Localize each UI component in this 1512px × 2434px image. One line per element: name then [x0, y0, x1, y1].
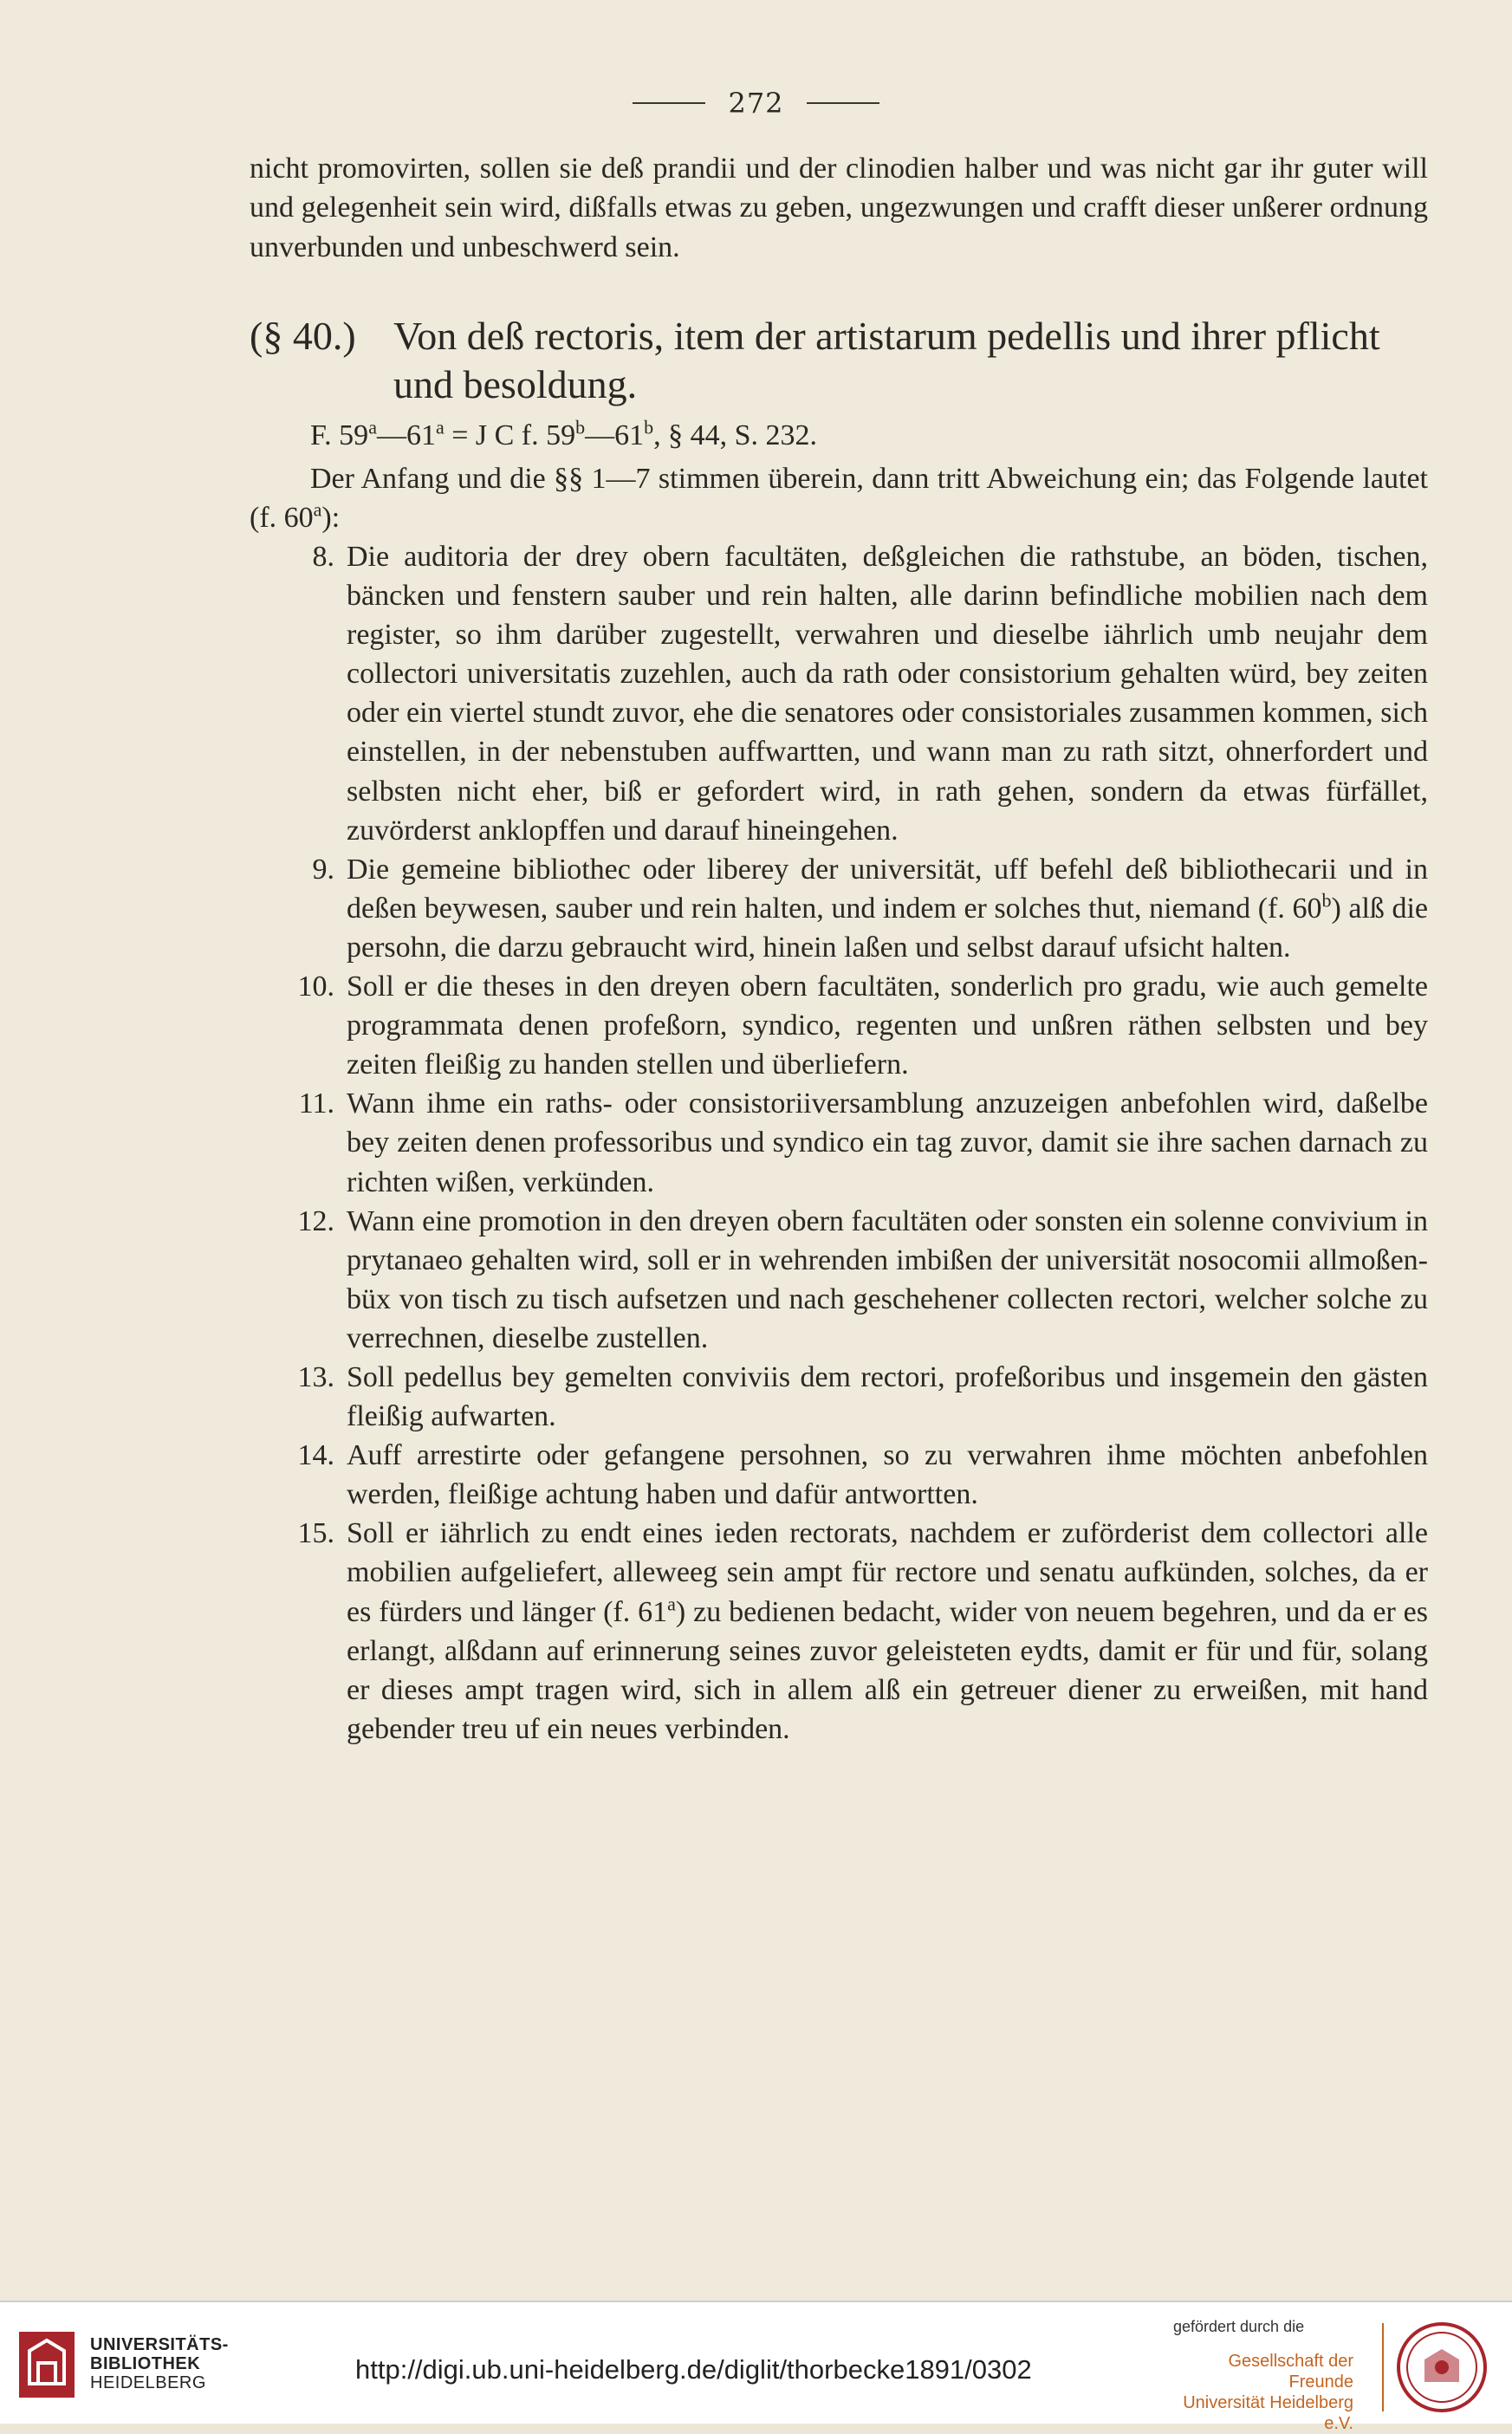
item-text: Die auditoria der drey obern facultäten, deßgleichen die rathstube, an böden, tischen, bäncken und fenstern sauber und rein halten, alle darinn befindliche mobilien nach dem register, so ihm darüber zugestellt, verwahren und dieselbe iährlich umb neujahr dem collectori universitatis zuzehlen, auch da rath oder consistorium gehalten würd, bey zeiten oder ein viertel stundt zuvor, ehe die senatores oder consistoriales zusammen kommen, sich einstellen, in der nebenstuben auffwartten, und wann man zu rath sitzt, ohnerfordert und selbsten nicht eher, biß er gefordert wird, in rath gehen, sondern da etwas fürfället, zuvörderst anklopffen und darauf hineingehen. [347, 541, 1428, 847]
item-number: 14. [297, 1439, 334, 1472]
note-text: Der Anfang und die §§ 1—7 stimmen überein, dann tritt Abweichung ein; das Folgende lautet (f. 60 [250, 463, 1428, 535]
item-text: ) zu bedienen bedacht, wider von neuem begehren, und da er es erlangt, alßdann auf erinnerung seines zuvor geleisteten eydts, damit er für und für, solang er dieses ampt tragen wird, sich in allem alß ein getreuer diener zu erweißen, mit hand gebender treu uf ein neues verbinden. [347, 1595, 1428, 1745]
item-number: 10. [297, 970, 334, 1003]
list-item [312, 850, 1428, 967]
page-number-rule-right [807, 102, 879, 104]
item-number: 9. [312, 853, 334, 886]
list-item [297, 967, 1428, 1084]
library-name[interactable] [90, 2335, 229, 2392]
item-number: 12. [297, 1204, 334, 1237]
page-number-rule-left [633, 102, 705, 104]
item-number: 13. [297, 1360, 334, 1393]
section-title-line1: Von deß rectoris, item der artistarum pedellis und ihrer pflicht [393, 314, 1380, 358]
section-heading [250, 312, 1428, 409]
source-sup: b [575, 416, 586, 438]
item-text: Soll er die theses in den dreyen obern facultäten, sonderlich pro gradu, wie auch gemelte programmata denen profeßorn, syndico, regenten und unßren räthen selbsten und bey zeiten fleißig zu handen stellen und überliefern. [347, 970, 1428, 1081]
section-title-line2: und besoldung. [393, 362, 638, 406]
list-item [312, 537, 1428, 850]
source-part: F. 59 [310, 419, 369, 451]
sponsor-label: gefördert durch die [1173, 2318, 1305, 2335]
page-number-row [0, 87, 1512, 120]
item-text: Wann ihme ein raths- oder consistoriiversamblung anzuzeigen anbefohlen wird, daßelbe bey zeiten denen professoribus und syndico ein tag zuvor, damit sie ihre sachen darnach zu richten wißen, verkünden. [347, 1087, 1428, 1198]
permalink-url[interactable]: http://digi.ub.uni-heidelberg.de/diglit/thorbecke1891/0302 [355, 2354, 1032, 2385]
list-item [297, 1436, 1428, 1514]
item-text: Soll pedellus bey gemelten conviviis dem rectori, profeßoribus und insgemein den gästen fleißig aufwarten. [347, 1360, 1428, 1433]
note-end: ): [321, 502, 341, 535]
source-part: = J C f. 59 [444, 419, 576, 451]
sponsor-line: Gesellschaft der Freunde [1228, 2352, 1353, 2392]
viewer-footer [0, 2301, 1512, 2433]
item-text: Die gemeine bibliothec oder liberey der universität, uff befehl deß bibliothecarii und in deßen beywesen, sauber und rein halten, und indem er solches thut, niemand (f. 60 [347, 853, 1428, 925]
source-sup: a [368, 416, 377, 438]
sponsor-line: Universität Heidelberg e.V. [1183, 2393, 1353, 2433]
item-text: Soll er iährlich zu endt eines ieden rectorats, nachdem er zuförderist dem collectori alle mobilien aufgeliefert, alleweeg sein ampt für rectore und senatu aufkünden, solches, da er es fürders und länger (f. 61 [347, 1517, 1428, 1628]
source-sup: a [435, 416, 445, 438]
numbered-list [297, 537, 1428, 1749]
item-text: ) alß die persohn, die darzu gebraucht wird, hinein laßen und selbst darauf ufsicht halten. [347, 892, 1428, 964]
university-seal-icon[interactable] [1381, 2318, 1494, 2417]
source-sup: b [644, 416, 654, 438]
page-number: 272 [728, 87, 784, 120]
library-name-line: HEIDELBERG [90, 2373, 206, 2392]
library-name-line: UNIVERSITÄTS- [90, 2335, 229, 2354]
source-part: —61 [585, 419, 645, 451]
note-paragraph [250, 459, 1428, 538]
list-item [297, 1358, 1428, 1436]
item-text: Auff arrestirte oder gefangene persohnen, so zu verwahren ihme möchten anbefohlen werden, fleißige achtung haben und dafür antwortten. [347, 1439, 1428, 1511]
item-sup: b [1321, 889, 1332, 912]
item-number: 11. [298, 1087, 334, 1120]
library-name-line: BIBLIOTHEK [90, 2354, 201, 2373]
source-part: , § 44, S. 232. [653, 419, 818, 451]
item-number: 8. [312, 541, 334, 573]
list-item [298, 1084, 1428, 1201]
item-sup: a [667, 1593, 676, 1615]
item-text: Wann eine promotion in den dreyen obern facultäten oder sonsten ein solenne convivium in prytanaeo gehalten wird, soll er in wehrenden imbißen der universität nosocomii allmoßen-büx von tisch zu tisch aufsetzen und nach geschehener collecten rectori, welcher solche zu verrechnen, dieselbe zustellen. [347, 1204, 1428, 1354]
intro-paragraph: nicht promovirten, sollen sie deß prandii und der clinodien halber und was nicht gar ihr guter will und gelegenheit sein wird, dißfalls etwas zu geben, ungezwungen und crafft dieser unßerer ordnung unverbunden und unbeschwerd sein. [250, 153, 1428, 263]
list-item [297, 1514, 1428, 1749]
ub-heidelberg-logo-icon[interactable] [16, 2328, 78, 2401]
source-part: —61 [376, 419, 436, 451]
list-item [297, 1202, 1428, 1358]
item-number: 15. [297, 1517, 334, 1550]
section-number: (§ 40.) [250, 314, 356, 358]
source-reference [310, 416, 818, 452]
note-sup: a [313, 498, 322, 521]
